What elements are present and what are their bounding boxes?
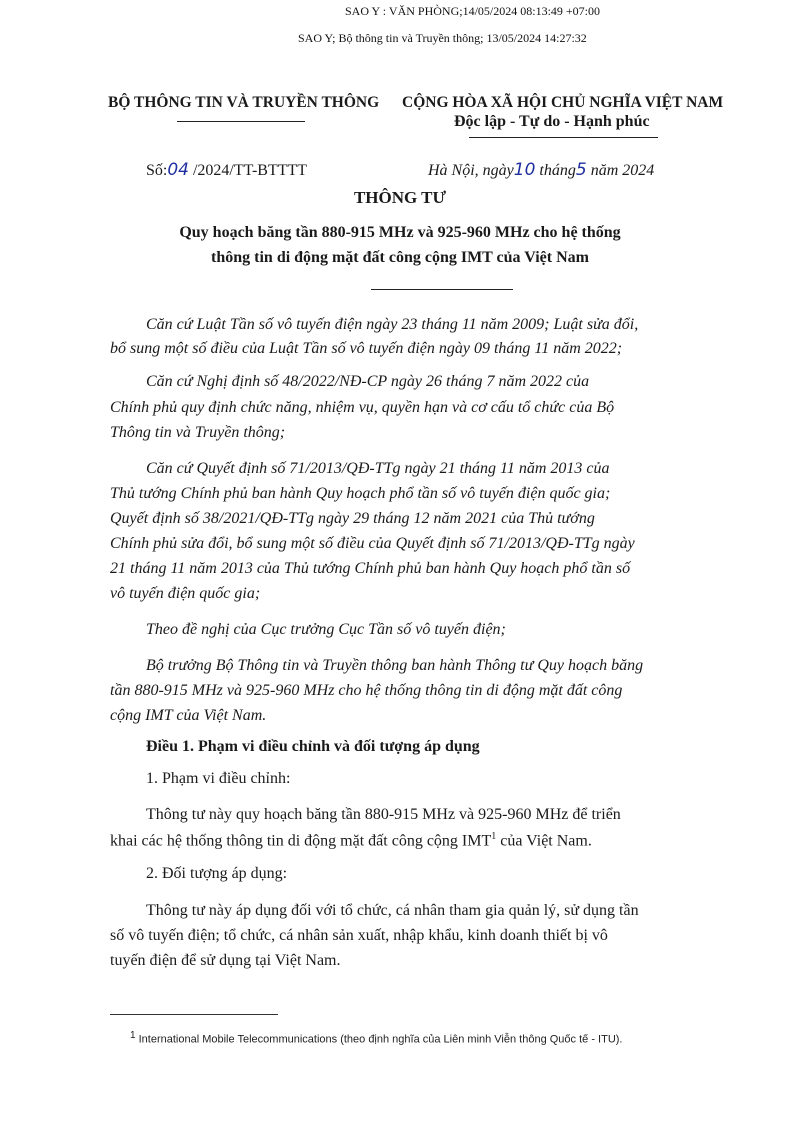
footnote-separator — [110, 1014, 278, 1015]
footnote-text: International Mobile Telecommunications (theo định nghĩa của Liên minh Viễn thông Quốc tế - ITU). — [135, 1033, 623, 1046]
preamble-5-line-3: cộng IMT của Việt Nam. — [110, 707, 267, 724]
subject-line-2: thông tin di động mặt đất công cộng IMT của Việt Nam — [211, 249, 589, 266]
preamble-2-line-2: Chính phủ quy định chức năng, nhiệm vụ, quyền hạn và cơ cấu tổ chức của Bộ — [110, 399, 615, 416]
subject-line-1: Quy hoạch băng tần 880-915 MHz và 925-960 MHz cho hệ thống — [179, 224, 621, 241]
item-1-line-1: Thông tư này quy hoạch băng tần 880-915 MHz và 925-960 MHz để triển — [146, 806, 621, 823]
item-1-line-2 — [110, 831, 592, 850]
preamble-3-line-3: Quyết định số 38/2021/QĐ-TTg ngày 29 tháng 12 năm 2021 của Thủ tướng — [110, 510, 595, 527]
footnote — [130, 1030, 623, 1046]
preamble-5-line-1: Bộ trưởng Bộ Thông tin và Truyền thông ban hành Thông tư Quy hoạch băng — [146, 657, 644, 674]
place-and-date — [428, 160, 654, 180]
handwritten-day: 10 — [513, 160, 536, 180]
ministry-underline — [177, 121, 305, 122]
preamble-3-line-6: vô tuyến điện quốc gia; — [110, 585, 261, 602]
motto-underline — [469, 137, 658, 138]
doc-number-handwritten: 04 — [167, 160, 189, 180]
copy-stamp-1: SAO Y : VĂN PHÒNG;14/05/2024 08:13:49 +07:00 — [345, 4, 601, 18]
item-2-line-1: Thông tư này áp dụng đối với tổ chức, cá nhân tham gia quản lý, sử dụng tần — [146, 902, 639, 919]
article-1-heading: Điều 1. Phạm vi điều chỉnh và đối tượng áp dụng — [146, 738, 480, 755]
doc-number-suffix: /2024/TT-BTTTT — [188, 162, 308, 179]
handwritten-month: 5 — [575, 160, 587, 180]
issuing-ministry: BỘ THÔNG TIN VÀ TRUYỀN THÔNG — [108, 94, 380, 111]
preamble-2-line-3: Thông tin và Truyền thông; — [110, 424, 286, 441]
subject-underline — [371, 289, 513, 290]
national-motto: Độc lập - Tự do - Hạnh phúc — [454, 113, 650, 130]
place-date-part3: năm 2024 — [586, 162, 655, 179]
copy-stamp-2: SAO Y; Bộ thông tin và Truyền thông; 13/05/2024 14:27:32 — [298, 31, 587, 45]
item-1-line-2-text: khai các hệ thống thông tin di động mặt đất công cộng IMT — [110, 832, 492, 850]
preamble-3-line-5: 21 tháng 11 năm 2013 của Thủ tướng Chính phủ ban hành Quy hoạch phổ tần số — [110, 560, 631, 577]
item-2-heading: 2. Đối tượng áp dụng: — [146, 865, 288, 882]
item-2-line-2: số vô tuyến điện; tổ chức, cá nhân sản xuất, nhập khẩu, kinh doanh thiết bị vô — [110, 927, 608, 944]
place-date-part1: Hà Nội, ngày — [428, 162, 514, 179]
place-date-part2: tháng — [535, 162, 576, 179]
preamble-5-line-2: tần 880-915 MHz và 925-960 MHz cho hệ thống thông tin di động mặt đất công — [110, 682, 623, 699]
footnote-reference[interactable]: 1 — [491, 831, 497, 842]
preamble-3-line-4: Chính phủ sửa đổi, bổ sung một số điều của Quyết định số 71/2013/QĐ-TTg ngày — [110, 535, 635, 552]
document-type: THÔNG TƯ — [353, 188, 447, 207]
preamble-1-line-2: bổ sung một số điều của Luật Tần số vô tuyến điện ngày 09 tháng 11 năm 2022; — [110, 340, 623, 357]
national-title: CỘNG HÒA XÃ HỘI CHỦ NGHĨA VIỆT NAM — [402, 94, 724, 111]
preamble-2-line-1: Căn cứ Nghị định số 48/2022/NĐ-CP ngày 26 tháng 7 năm 2022 của — [146, 373, 590, 390]
doc-number-prefix: Số: — [146, 162, 168, 179]
preamble-1-line-1: Căn cứ Luật Tần số vô tuyến điện ngày 23 tháng 11 năm 2009; Luật sửa đổi, — [146, 316, 639, 333]
document-number — [146, 160, 307, 180]
item-2-line-3: tuyến điện để sử dụng tại Việt Nam. — [110, 952, 341, 969]
item-1-heading: 1. Phạm vi điều chỉnh: — [146, 770, 291, 787]
footnote-mark: 1 — [130, 1030, 136, 1041]
item-1-line-2-end: của Việt Nam. — [496, 832, 592, 850]
preamble-4-line-1: Theo đề nghị của Cục trưởng Cục Tần số vô tuyến điện; — [146, 621, 506, 638]
preamble-3-line-1: Căn cứ Quyết định số 71/2013/QĐ-TTg ngày 21 tháng 11 năm 2013 của — [146, 460, 610, 477]
preamble-3-line-2: Thủ tướng Chính phủ ban hành Quy hoạch phổ tần số vô tuyến điện quốc gia; — [110, 485, 611, 502]
